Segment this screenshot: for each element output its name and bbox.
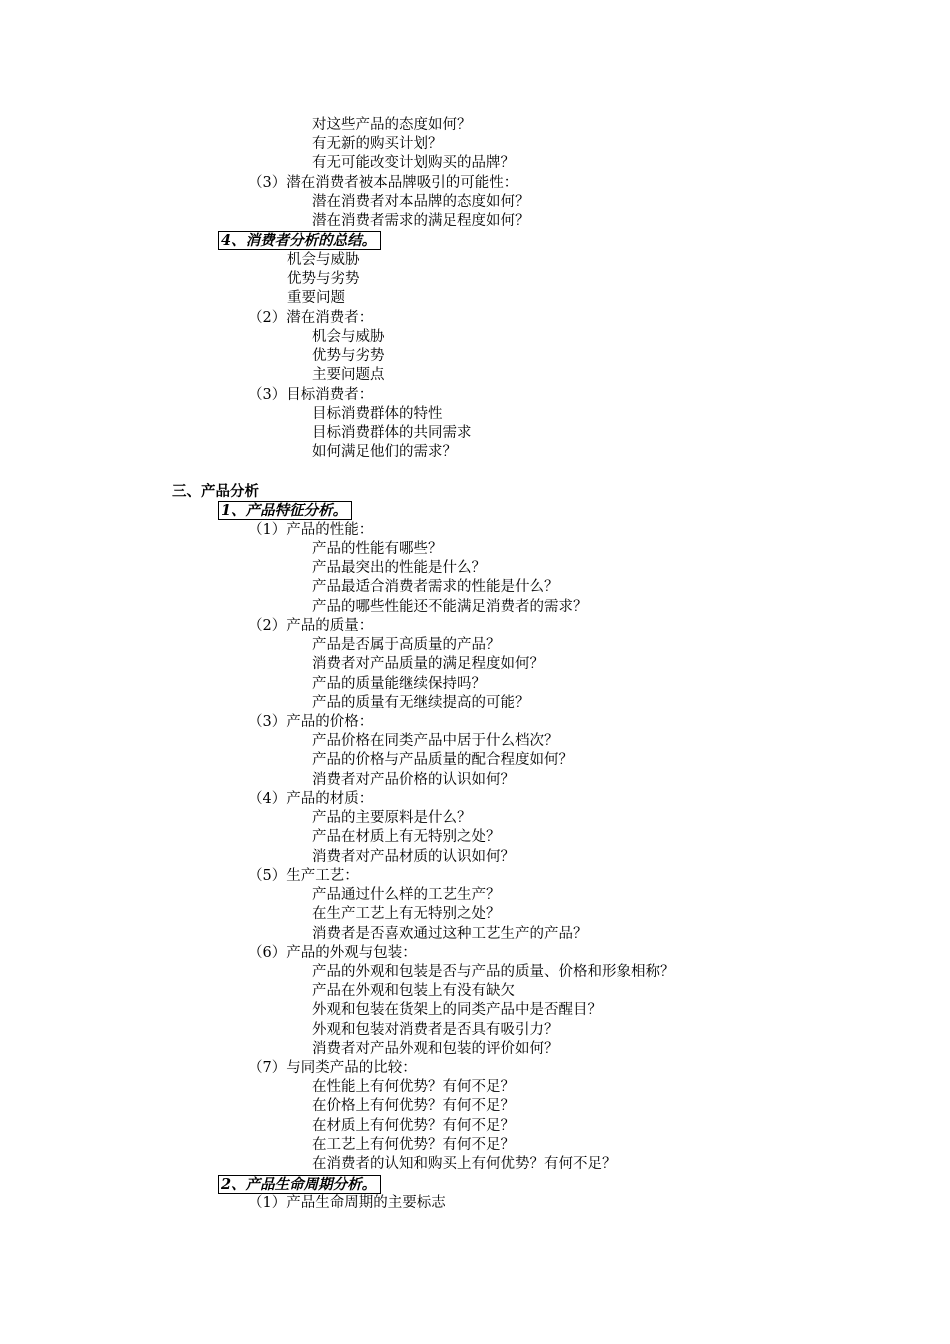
outline-line: 消费者是否喜欢通过这种工艺生产的产品？ [312,926,588,942]
outline-line: （3）潜在消费者被本品牌吸引的可能性： [248,175,519,191]
outline-line: 产品的质量有无继续提高的可能？ [312,695,530,711]
outline-line: 产品的质量能继续保持吗？ [312,676,486,692]
outline-line: 产品通过什么样的工艺生产？ [312,887,501,903]
outline-line: （7）与同类产品的比较： [248,1060,417,1076]
outline-line: 在价格上有何优势？有何不足？ [312,1098,515,1114]
outline-line: 重要问题 [287,290,345,306]
outline-line: 外观和包装对消费者是否具有吸引力？ [312,1022,559,1038]
section-heading: 2、产品生命周期分析。 [218,1175,381,1194]
outline-line: （1）产品生命周期的主要标志 [248,1195,446,1211]
outline-line: 有无新的购买计划？ [312,136,443,152]
outline-line: 外观和包装在货架上的同类产品中是否醒目？ [312,1002,602,1018]
outline-line: 产品的主要原料是什么？ [312,810,472,826]
outline-line: 产品在材质上有无特别之处？ [312,829,501,845]
outline-line: 在工艺上有何优势？有何不足？ [312,1137,515,1153]
outline-line: 主要问题点 [312,367,385,383]
outline-line: 产品是否属于高质量的产品？ [312,637,501,653]
outline-line: 在生产工艺上有无特别之处？ [312,906,501,922]
outline-line: 潜在消费者需求的满足程度如何？ [312,213,530,229]
outline-line: （1）产品的性能： [248,522,374,538]
outline-line: （4）产品的材质： [248,791,374,807]
outline-line: 机会与威胁 [312,329,385,345]
outline-line: 潜在消费者对本品牌的态度如何？ [312,194,530,210]
section-heading: 三、产品分析 [172,483,259,500]
outline-line: 产品在外观和包装上有没有缺欠 [312,983,515,999]
outline-line: 产品的外观和包装是否与产品的质量、价格和形象相称？ [312,964,675,980]
outline-line: 机会与威胁 [287,252,360,268]
section-heading: 4、消费者分析的总结。 [218,231,381,250]
outline-line: 有无可能改变计划购买的品牌？ [312,155,515,171]
outline-line: （5）生产工艺： [248,868,359,884]
outline-line: 产品的价格与产品质量的配合程度如何？ [312,752,573,768]
outline-line: 对这些产品的态度如何？ [312,117,472,133]
section-heading: 1、产品特征分析。 [218,501,352,520]
outline-line: 产品最适合消费者需求的性能是什么？ [312,579,559,595]
outline-line: （3）目标消费者： [248,387,374,403]
outline-line: （3）产品的价格： [248,714,374,730]
outline-line: 消费者对产品价格的认识如何？ [312,772,515,788]
outline-line: （2）产品的质量： [248,618,374,634]
outline-line: 产品价格在同类产品中居于什么档次？ [312,733,559,749]
outline-line: 在性能上有何优势？有何不足？ [312,1079,515,1095]
outline-line: 优势与劣势 [312,348,385,364]
outline-line: 目标消费群体的共同需求 [312,425,472,441]
outline-line: （2）潜在消费者： [248,310,374,326]
outline-line: 优势与劣势 [287,271,360,287]
outline-line: 如何满足他们的需求？ [312,444,457,460]
outline-line: 产品的哪些性能还不能满足消费者的需求？ [312,599,588,615]
outline-line: 消费者对产品质量的满足程度如何？ [312,656,544,672]
outline-line: 目标消费群体的特性 [312,406,443,422]
outline-line: 产品最突出的性能是什么？ [312,560,486,576]
outline-line: 产品的性能有哪些？ [312,541,443,557]
outline-line: （6）产品的外观与包装： [248,945,417,961]
outline-line: 消费者对产品外观和包装的评价如何？ [312,1041,559,1057]
outline-line: 消费者对产品材质的认识如何？ [312,849,515,865]
outline-line: 在材质上有何优势？有何不足？ [312,1118,515,1134]
outline-line: 在消费者的认知和购买上有何优势？有何不足？ [312,1156,617,1172]
